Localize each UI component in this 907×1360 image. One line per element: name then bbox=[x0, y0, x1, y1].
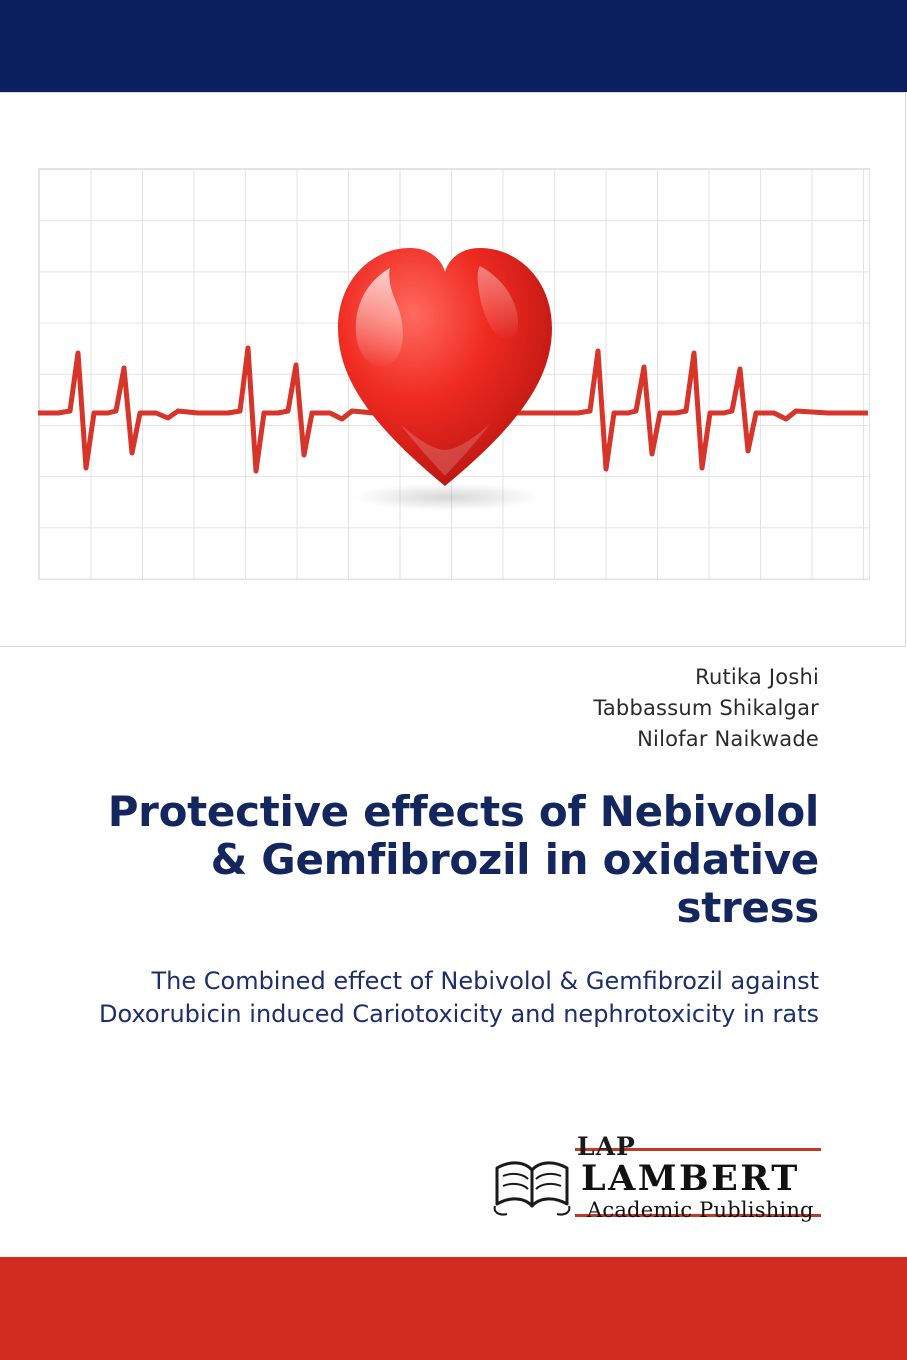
author-name: Rutika Joshi bbox=[695, 665, 819, 689]
author-name: Tabbassum Shikalgar bbox=[593, 696, 819, 720]
publisher-tagline: Academic Publishing bbox=[587, 1198, 814, 1222]
bottom-color-band bbox=[0, 1257, 907, 1360]
author-name: Nilofar Naikwade bbox=[637, 727, 819, 751]
publisher-name: LAMBERT bbox=[581, 1158, 800, 1199]
author-list bbox=[593, 662, 819, 755]
open-book-icon bbox=[491, 1148, 573, 1218]
top-color-band bbox=[0, 0, 907, 92]
cover-artwork-panel bbox=[0, 92, 906, 647]
book-title: Protective effects of Nebivolol & Gemfibrozil in oxidative stress bbox=[107, 787, 819, 932]
publisher-badge: LAP bbox=[577, 1132, 636, 1161]
publisher-logo bbox=[491, 1132, 821, 1232]
book-subtitle: The Combined effect of Nebivolol & Gemfibrozil against Doxorubicin induced Cariotoxicity and nephrotoxicity in rats bbox=[99, 967, 819, 1028]
heart-icon bbox=[330, 228, 560, 498]
